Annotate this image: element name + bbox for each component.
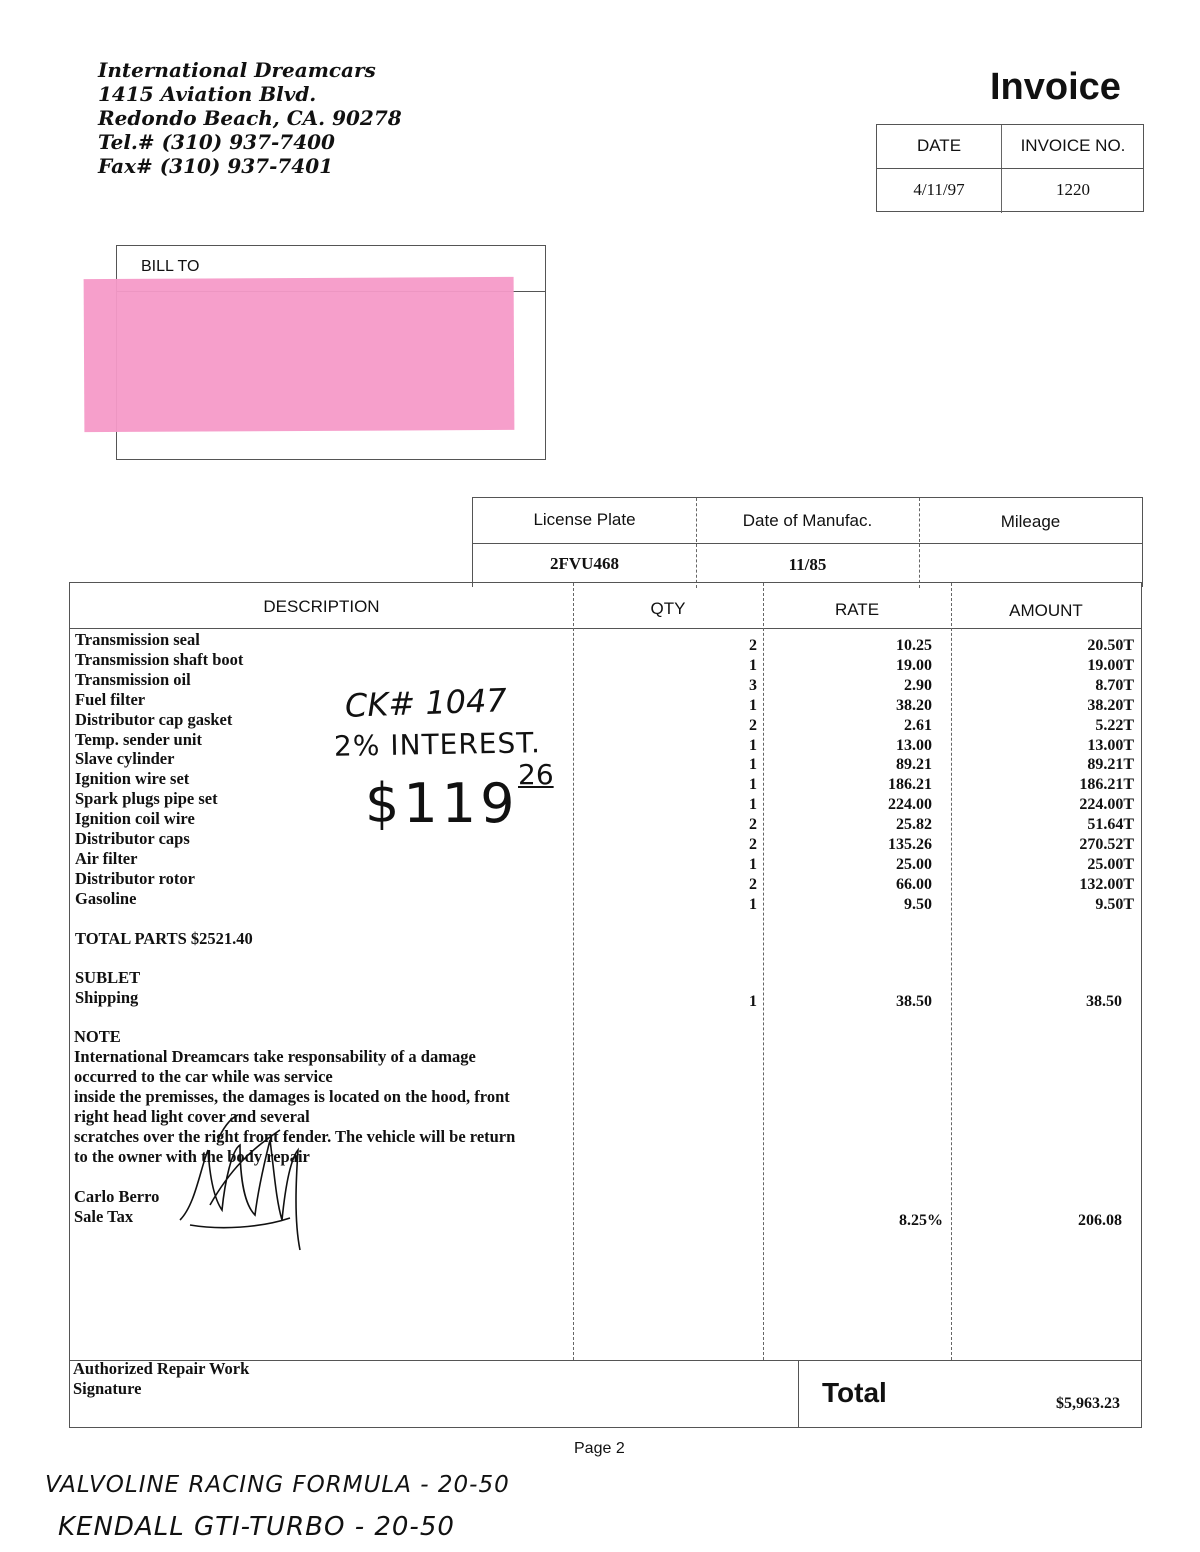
invoice-meta-table: [876, 124, 1144, 212]
vehicle-table: [472, 497, 1143, 587]
note-heading: NOTE: [74, 1027, 121, 1046]
item-rate: 66.00: [896, 875, 932, 893]
redaction-sticky-note: [84, 277, 515, 432]
note-line: to the owner with the body repair: [74, 1147, 310, 1166]
item-amount: 224.00T: [1079, 796, 1134, 814]
mileage-label: Mileage: [1000, 512, 1061, 531]
item-amount: 38.20T: [1087, 696, 1134, 714]
item-qty: 2: [749, 836, 757, 854]
item-rate: 9.50: [904, 895, 932, 913]
amount-header: AMOUNT: [1009, 601, 1083, 620]
license-plate-value: 2FVU468: [550, 554, 619, 573]
item-amount: 51.64T: [1087, 816, 1134, 834]
qty-column: [700, 636, 757, 915]
rate-header: RATE: [834, 600, 880, 619]
item-rate: 135.26: [888, 836, 932, 854]
item-description: Gasoline: [75, 888, 137, 908]
item-amount: 19.00T: [1087, 656, 1134, 674]
item-qty: 1: [749, 776, 757, 794]
item-amount: 132.00T: [1079, 875, 1134, 893]
item-amount: 13.00T: [1087, 736, 1134, 754]
item-description: Transmission oil: [75, 669, 191, 689]
item-qty: 2: [749, 816, 757, 834]
item-rate: 186.21: [888, 776, 932, 794]
item-description: Ignition coil wire: [75, 809, 195, 829]
company-fax: Fax# (310) 937-7401: [98, 154, 334, 178]
handwritten-oil-note-2: KENDALL GTI-TURBO - 20-50: [58, 1512, 455, 1542]
item-description: Distributor caps: [75, 829, 190, 849]
item-qty: 1: [749, 656, 757, 674]
company-name: International Dreamcars: [98, 58, 376, 82]
handwritten-amount-cents: 26: [518, 758, 554, 791]
date-label: DATE: [916, 136, 962, 155]
total-value: $5,963.23: [1056, 1395, 1120, 1412]
note-line: occurred to the car while was service: [74, 1067, 333, 1086]
license-plate-label: License Plate: [533, 510, 636, 529]
handwritten-interest: 2% INTEREST.: [333, 726, 542, 763]
item-qty: 1: [749, 855, 757, 873]
note-line: scratches over the right front fender. The vehicle will be return: [74, 1127, 516, 1146]
sublet-description: Shipping: [75, 988, 139, 1007]
item-description: Transmission shaft boot: [75, 649, 244, 669]
item-qty: 1: [749, 736, 757, 754]
item-description: Distributor cap gasket: [75, 709, 233, 729]
invoice-date: 4/11/97: [913, 180, 965, 199]
company-address-line1: 1415 Aviation Blvd.: [98, 82, 317, 106]
item-rate: 224.00: [888, 796, 932, 814]
handwritten-oil-note-1: VALVOLINE RACING FORMULA - 20-50: [45, 1472, 510, 1498]
rate-column: [840, 636, 932, 915]
authorized-line2: Signature: [73, 1379, 142, 1398]
sublet-amount: 38.50: [1086, 993, 1122, 1010]
note-line: International Dreamcars take responsability of a damage: [74, 1047, 476, 1066]
sublet-rate: 38.50: [896, 993, 932, 1010]
item-qty: 2: [749, 637, 757, 654]
note-line: right head light cover and several: [74, 1107, 310, 1126]
item-rate: 2.90: [904, 676, 932, 694]
authorized-label: [73, 1359, 249, 1399]
item-amount: 20.50T: [1087, 637, 1134, 654]
item-qty: 1: [749, 756, 757, 774]
item-description: Fuel filter: [75, 689, 146, 709]
date-manufac-label: Date of Manufac.: [742, 511, 873, 530]
item-qty: 2: [749, 875, 757, 893]
document-title: Invoice: [990, 66, 1121, 108]
item-description: Distributor rotor: [75, 868, 195, 888]
item-rate: 10.25: [896, 637, 932, 654]
item-amount: 25.00T: [1087, 855, 1134, 873]
bill-to-label: BILL TO: [141, 258, 200, 275]
item-qty: 1: [749, 796, 757, 814]
item-amount: 5.22T: [1095, 716, 1134, 734]
company-tel: Tel.# (310) 937-7400: [98, 130, 335, 154]
handwritten-amount: $119: [365, 772, 519, 835]
company-address-line2: Redondo Beach, CA. 90278: [98, 106, 402, 130]
item-description: Spark plugs pipe set: [75, 789, 218, 809]
sale-tax-rate: 8.25%: [899, 1212, 943, 1229]
item-rate: 38.20: [896, 696, 932, 714]
page-number: Page 2: [574, 1440, 625, 1457]
total-label: Total: [822, 1377, 887, 1408]
signer-name: Carlo Berro: [74, 1187, 160, 1206]
sale-tax-amount: 206.08: [1078, 1212, 1122, 1229]
invoice-number: 1220: [1056, 180, 1090, 199]
item-description: Slave cylinder: [75, 749, 175, 769]
company-block: [98, 58, 402, 178]
item-description: Ignition wire set: [75, 769, 190, 789]
item-amount: 270.52T: [1079, 836, 1134, 854]
sale-tax-label: Sale Tax: [74, 1207, 134, 1226]
total-parts: TOTAL PARTS $2521.40: [75, 929, 253, 948]
item-amount: 89.21T: [1087, 756, 1134, 774]
invoice-no-label: INVOICE NO.: [1020, 136, 1126, 155]
item-amount: 8.70T: [1095, 676, 1134, 694]
item-qty: 1: [749, 895, 757, 913]
item-rate: 25.00: [896, 855, 932, 873]
item-description: Temp. sender unit: [75, 729, 202, 749]
sublet-qty: 1: [749, 993, 757, 1010]
item-rate: 89.21: [896, 756, 932, 774]
item-amount: 9.50T: [1095, 895, 1134, 913]
note-line: inside the premisses, the damages is located on the hood, front: [74, 1087, 510, 1106]
item-rate: 19.00: [896, 656, 932, 674]
item-descriptions: [75, 630, 243, 909]
item-amount: 186.21T: [1079, 776, 1134, 794]
qty-header: QTY: [650, 599, 686, 618]
signature-scribble: [170, 1110, 320, 1260]
item-description: Transmission seal: [75, 630, 200, 649]
item-rate: 13.00: [896, 736, 932, 754]
item-qty: 3: [749, 676, 757, 694]
authorized-line1: Authorized Repair Work: [73, 1359, 250, 1378]
item-qty: 2: [749, 716, 757, 734]
item-qty: 1: [749, 696, 757, 714]
handwritten-check-number: CK# 1047: [344, 681, 508, 725]
item-description: Air filter: [75, 848, 138, 868]
date-manufac-value: 11/85: [788, 555, 827, 574]
item-rate: 25.82: [896, 816, 932, 834]
sublet-heading: SUBLET: [75, 968, 141, 987]
amount-column: [1020, 636, 1134, 915]
item-rate: 2.61: [904, 716, 932, 734]
description-header: DESCRIPTION: [263, 597, 380, 616]
